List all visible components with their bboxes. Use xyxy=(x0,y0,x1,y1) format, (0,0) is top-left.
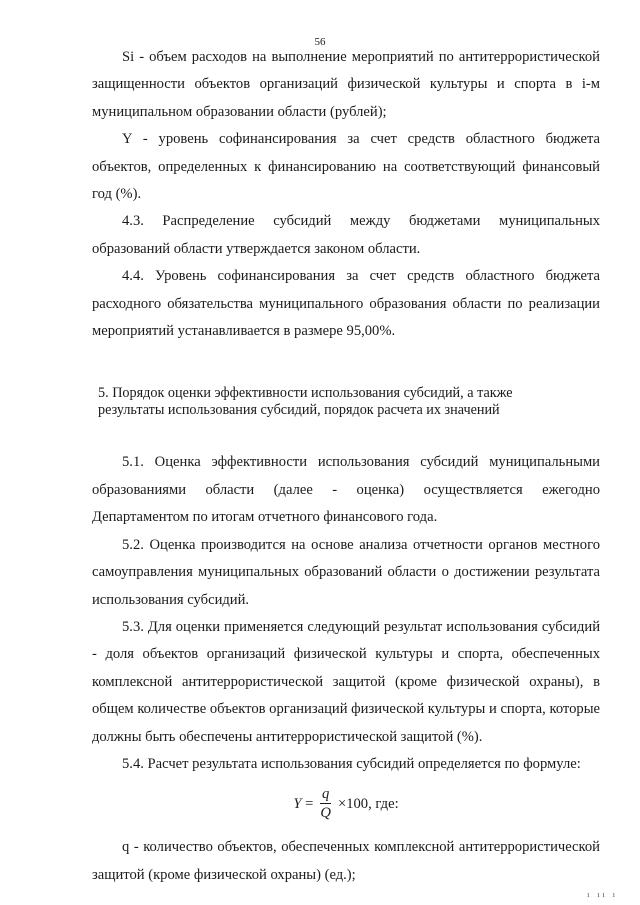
formula-numerator: q xyxy=(322,786,330,803)
formula-multiplier: ×100, xyxy=(337,796,372,813)
formula xyxy=(92,786,600,822)
section-5-heading-line1: 5. Порядок оценки эффективности использования субсидий, а также xyxy=(98,385,513,402)
clause-5-1: 5.1. Оценка эффективности использования субсидий муниципальными образованиями области (далее - оценка) осуществляется ежегодно Департаментом по итогам отчетного финансового года. xyxy=(92,454,600,526)
definition-si: Si - объем расходов на выполнение мероприятий по антитеррористической защищенности объектов организаций физической культуры и спорта в i-м муниципальном образовании области (рублей); xyxy=(92,49,600,120)
section-5-heading xyxy=(92,385,600,419)
clause-5-4: 5.4. Расчет результата использования субсидий определяется по формуле: xyxy=(122,755,581,772)
section-5-heading-line2: результаты использования субсидий, порядок расчета их значений xyxy=(98,402,500,419)
formula-lhs: Y xyxy=(293,796,302,813)
clause-4-3: 4.3. Распределение субсидий между бюджетами муниципальных образований области утверждается законом области. xyxy=(92,213,600,257)
formula-denominator: Q xyxy=(320,805,331,822)
formula-fraction xyxy=(320,786,331,822)
page-number: 56 xyxy=(314,36,326,48)
clause-4-4: 4.4. Уровень софинансирования за счет средств областного бюджета расходного обязательства муниципального образования области по реализации мероприятий устанавливается в размере 95,00%. xyxy=(92,268,600,340)
scan-marks: ı ıı ı xyxy=(587,890,618,899)
formula-equals: = xyxy=(305,796,314,813)
definition-q: q - количество объектов, обеспеченных комплексной антитеррористической защитой (кроме физической охраны) (ед.); xyxy=(92,839,600,883)
document-body xyxy=(92,44,600,889)
formula-where: где: xyxy=(375,796,399,813)
clause-5-2: 5.2. Оценка производится на основе анализа отчетности органов местного самоуправления муниципальных образований области о достижении результата использования субсидий. xyxy=(92,536,600,608)
clause-5-3: 5.3. Для оценки применяется следующий результат использования субсидий - доля объектов организаций физической культуры и спорта, обеспеченных комплексной антитеррористической защитой (кроме физической охраны), в общем количестве объектов организаций физической культуры и спорта, которые должны быть обеспечены антитеррористической защитой (%). xyxy=(92,618,600,745)
definition-y: Y - уровень софинансирования за счет средств областного бюджета объектов, определенных к финансированию на соответствующий финансовый год (%). xyxy=(92,131,600,203)
